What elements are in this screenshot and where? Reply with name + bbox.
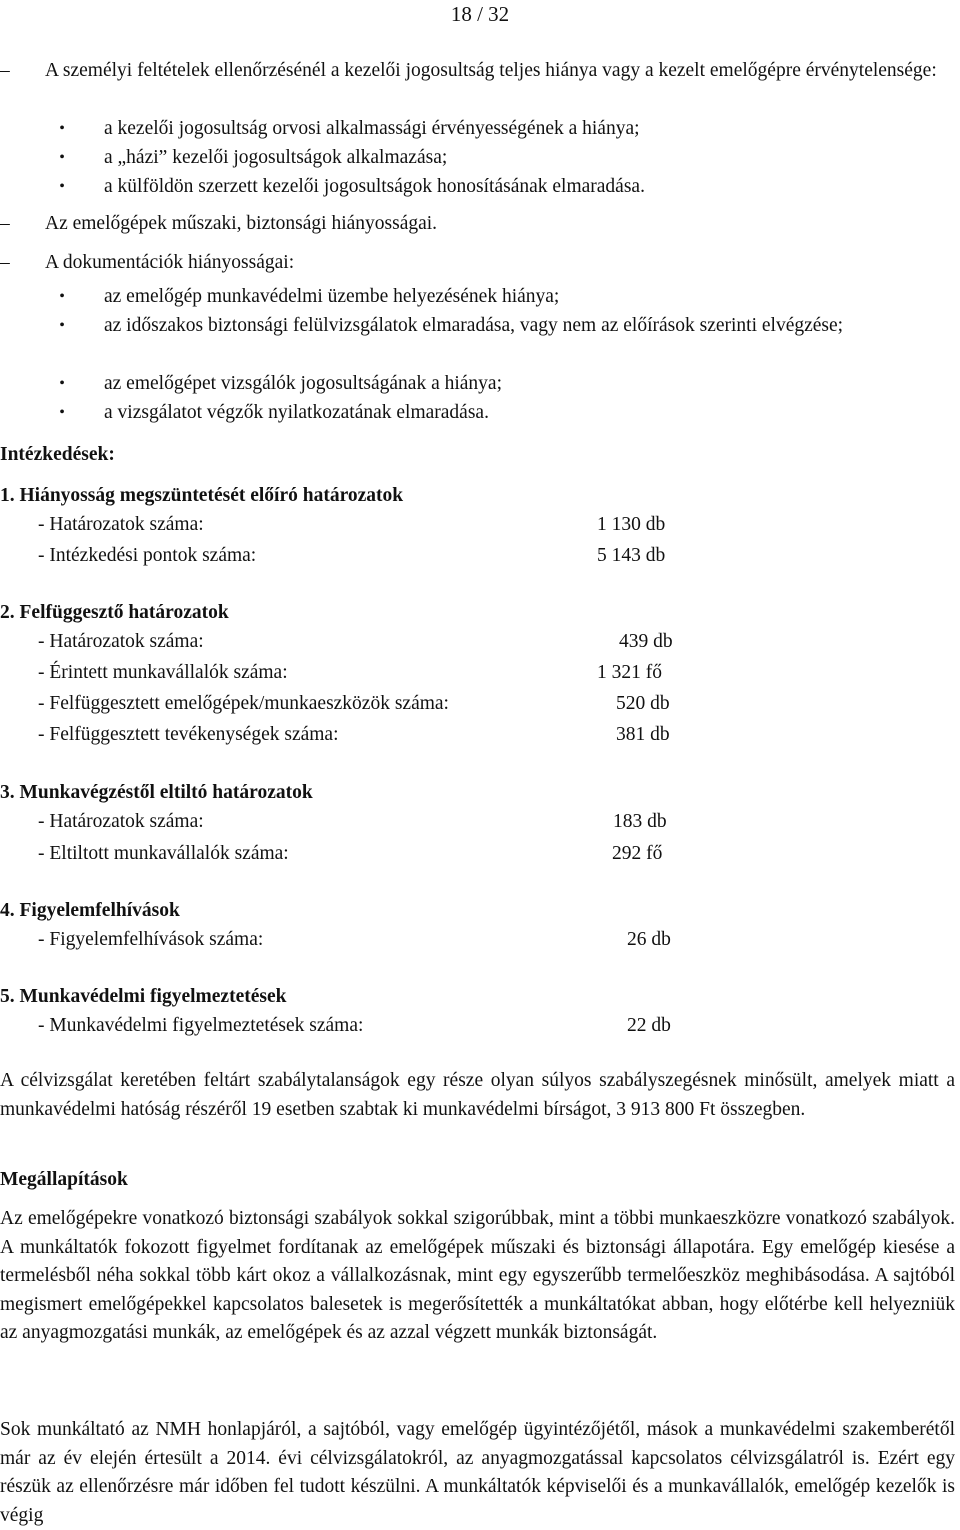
- stat-label: - Eltiltott munkavállalók száma:: [38, 843, 289, 864]
- stat-label: - Munkavédelmi figyelmeztetések száma:: [38, 1015, 364, 1036]
- list-item-text: A dokumentációk hiányosságai:: [45, 252, 295, 273]
- bullet-marker: •: [59, 120, 65, 137]
- findings-heading: Megállapítások: [0, 1169, 128, 1190]
- stat-label: - Határozatok száma:: [38, 811, 204, 832]
- stat-row: [0, 510, 960, 539]
- list-item-text: a „házi” kezelői jogosultságok alkalmazása;: [104, 147, 448, 168]
- stat-row: [0, 627, 960, 656]
- stat-label: - Érintett munkavállalók száma:: [38, 662, 288, 683]
- list-item-text: az időszakos biztonsági felülvizsgálatok elmaradása, vagy nem az előírások szerinti elvégzése;: [104, 315, 844, 336]
- stat-label: - Felfüggesztett tevékenységek száma:: [38, 724, 339, 745]
- stat-row: [0, 1011, 960, 1040]
- stat-value: 1 130 db: [597, 514, 666, 535]
- list-item: [0, 398, 955, 427]
- section-heading: 2. Felfüggesztő határozatok: [0, 602, 229, 623]
- stat-value: 381 db: [616, 724, 670, 745]
- bullet-marker: •: [59, 178, 65, 195]
- list-item: [0, 143, 955, 172]
- list-item: [0, 114, 955, 143]
- stat-value: 183 db: [613, 811, 667, 832]
- bullet-marker: •: [59, 317, 65, 334]
- stat-row: [0, 689, 960, 718]
- bullet-marker: •: [59, 375, 65, 392]
- stat-row: [0, 839, 960, 868]
- list-item-text: az emelőgépet vizsgálók jogosultságának a hiánya;: [104, 373, 502, 394]
- stat-row: [0, 925, 960, 954]
- stat-value: 22 db: [627, 1015, 671, 1036]
- list-item: [0, 209, 955, 238]
- stat-value: 26 db: [627, 929, 671, 950]
- list-item: [0, 311, 955, 340]
- paragraph-findings: Sok munkáltató az NMH honlapjáról, a sajtóból, vagy emelőgép ügyintézőjétől, mások a munkavédelmi szakemberétől már az év elején értesült a 2014. évi célvizsgálatokról, az anyagmozgatással kapcsolatos célvizsgálatról is. Ezért egy részük az ellenőrzésre már időben fel tudott készülni. A munkáltatók képviselői és a munkavállalók, emelőgép kezelők is végig: [0, 1419, 955, 1526]
- bullet-marker: •: [59, 288, 65, 305]
- stat-label: - Határozatok száma:: [38, 631, 204, 652]
- stat-label: - Figyelemfelhívások száma:: [38, 929, 264, 950]
- stat-label: - Határozatok száma:: [38, 514, 204, 535]
- stat-value: 520 db: [616, 693, 670, 714]
- section-heading: 4. Figyelemfelhívások: [0, 900, 180, 921]
- stat-row: [0, 658, 960, 687]
- stat-value: 1 321 fő: [597, 662, 662, 683]
- stat-value: 439 db: [619, 631, 673, 652]
- stat-row: [0, 807, 960, 836]
- dash-marker: –: [0, 60, 10, 81]
- measures-heading: Intézkedések:: [0, 444, 115, 465]
- stat-value: 5 143 db: [597, 545, 666, 566]
- stat-row: [0, 720, 960, 749]
- stat-label: - Intézkedési pontok száma:: [38, 545, 257, 566]
- bullet-marker: •: [59, 149, 65, 166]
- page-number: 18 / 32: [450, 2, 510, 26]
- dash-marker: –: [0, 213, 10, 234]
- paragraph-findings: Az emelőgépekre vonatkozó biztonsági szabályok sokkal szigorúbbak, mint a többi munkaeszközre vonatkozó szabályok. A munkáltatók fokozott figyelmet fordítanak az emelőgépek műszaki és biztonsági állapotára. Egy emelőgép kiesése a termelésből néha sokkal több kárt okoz a vállalkozásnak, mint egy egyszerűbb termelőeszköz meghibásodása. A sajtóból megismert emelőgépekkel kapcsolatos balesetek is megerősítették a munkáltatókat abban, hogy előtérbe kell helyezniük az anyagmozgatási munkák, az emelőgépek és az azzal végzett munkák biztonságát.: [0, 1208, 955, 1343]
- stat-row: [0, 541, 960, 570]
- list-item-text: a kezelői jogosultság orvosi alkalmassági érvényességének a hiánya;: [104, 118, 640, 139]
- list-item-text: A személyi feltételek ellenőrzésénél a kezelői jogosultság teljes hiánya vagy a kezelt emelőgépre érvénytelensége:: [45, 60, 937, 81]
- list-item: [0, 172, 955, 201]
- list-item: [0, 282, 955, 311]
- section-heading: 5. Munkavédelmi figyelmeztetések: [0, 986, 287, 1007]
- list-item: [0, 56, 955, 85]
- stat-value: 292 fő: [612, 843, 663, 864]
- paragraph-fines: A célvizsgálat keretében feltárt szabálytalanságok egy része olyan súlyos szabályszegésnek minősült, amelyek miatt a munkavédelmi hatóság részéről 19 esetben szabtak ki munkavédelmi bírságot, 3 913 800 Ft összegben.: [0, 1070, 955, 1120]
- section-heading: 3. Munkavégzéstől eltiltó határozatok: [0, 782, 313, 803]
- list-item-text: Az emelőgépek műszaki, biztonsági hiányosságai.: [45, 213, 438, 234]
- list-item-text: a külföldön szerzett kezelői jogosultságok honosításának elmaradása.: [104, 176, 645, 197]
- list-item-text: az emelőgép munkavédelmi üzembe helyezésének hiánya;: [104, 286, 560, 307]
- section-heading: 1. Hiányosság megszüntetését előíró határozatok: [0, 485, 404, 506]
- list-item-text: a vizsgálatot végzők nyilatkozatának elmaradása.: [104, 402, 489, 423]
- stat-label: - Felfüggesztett emelőgépek/munkaeszközök száma:: [38, 693, 449, 714]
- dash-marker: –: [0, 252, 10, 273]
- bullet-marker: •: [59, 404, 65, 421]
- list-item: [0, 369, 955, 398]
- list-item: [0, 248, 955, 277]
